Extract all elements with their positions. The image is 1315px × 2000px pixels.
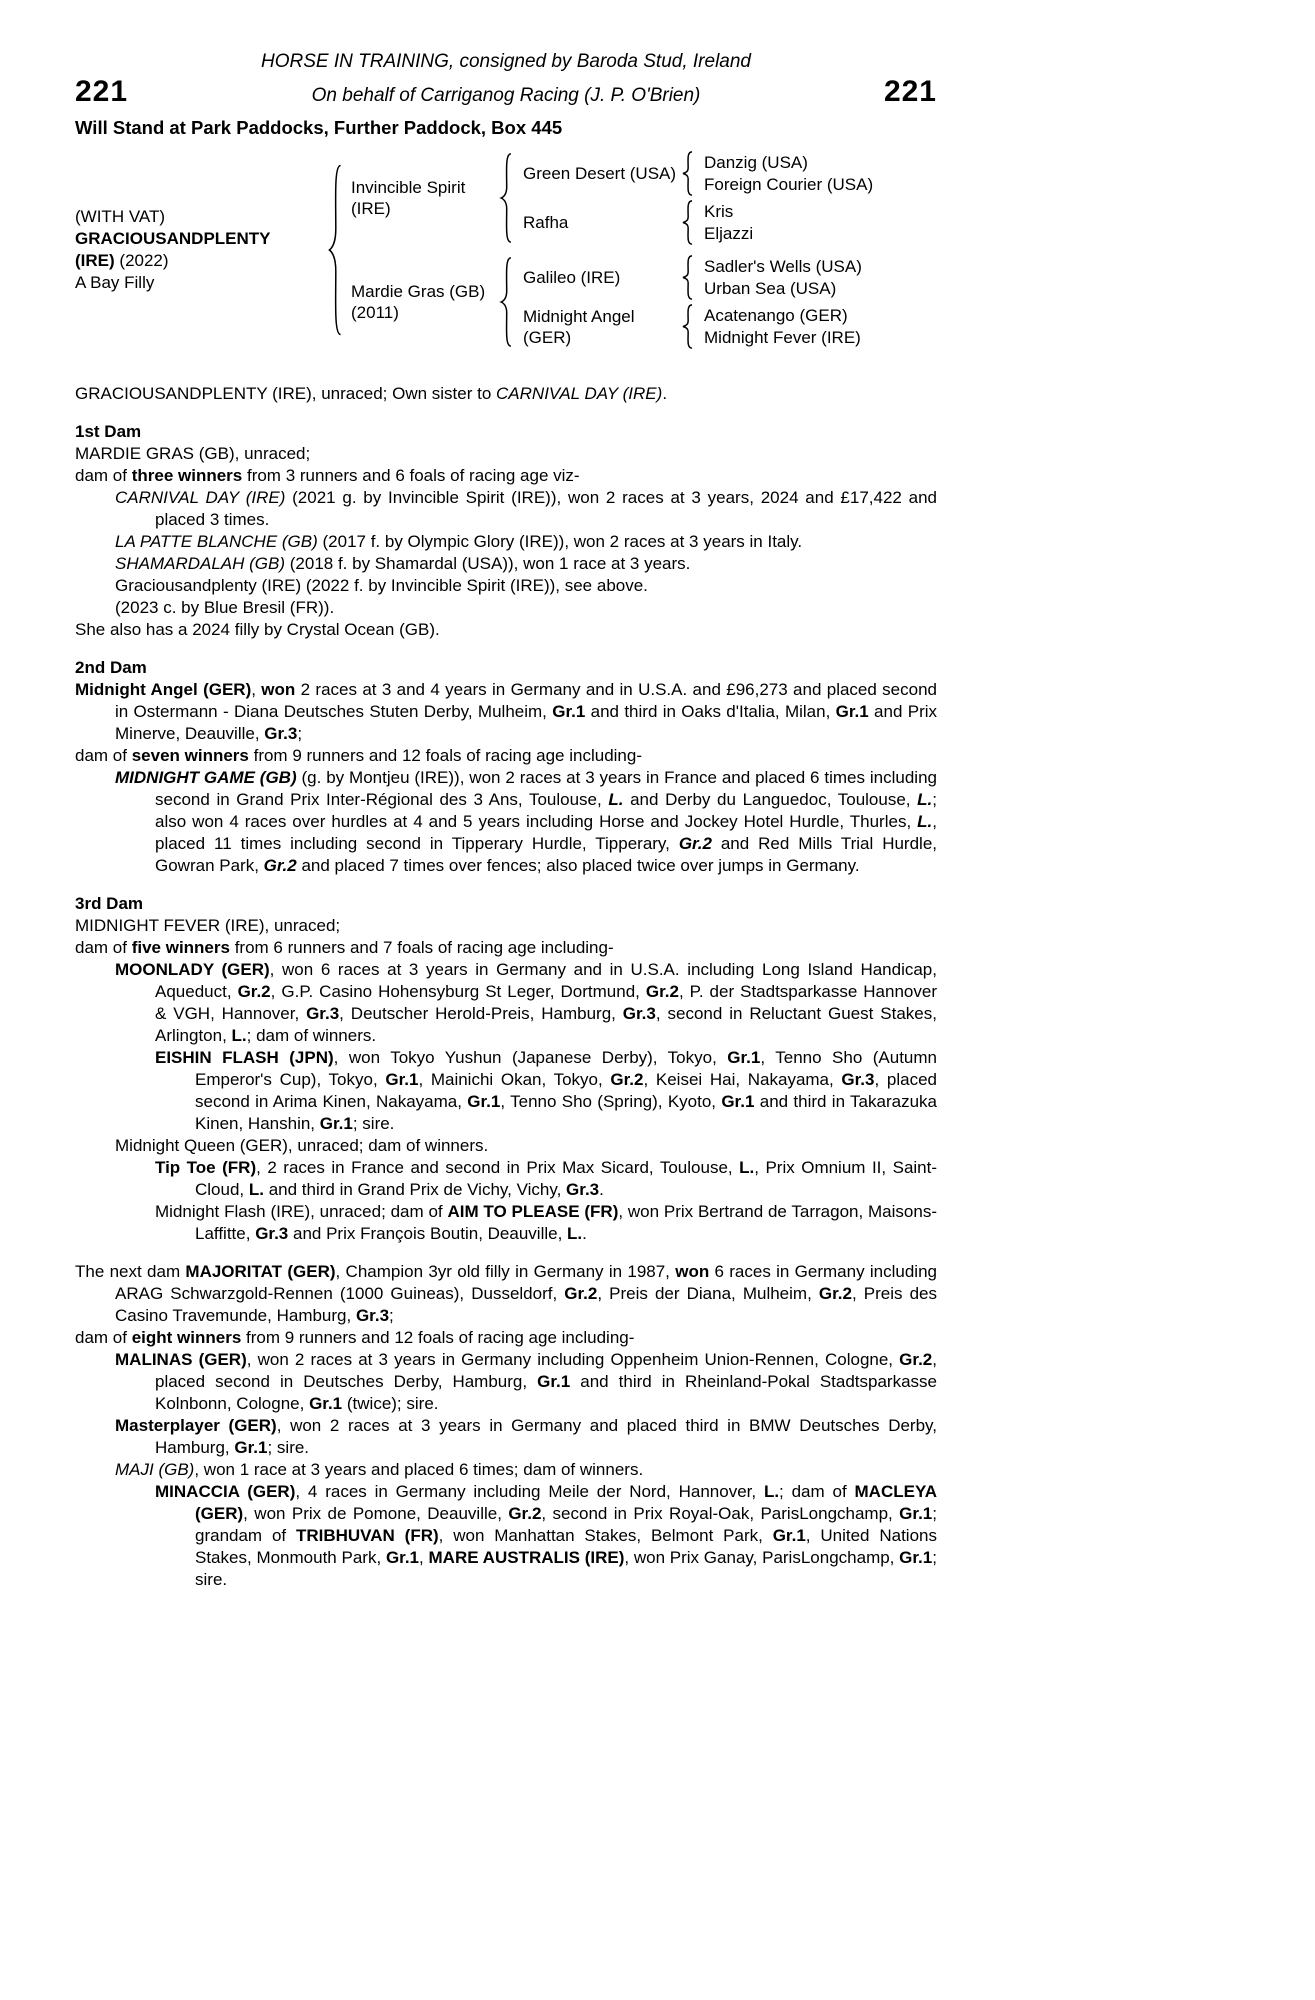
produce-midnight-queen <box>75 1135 937 1157</box>
text-run: , <box>419 1548 429 1567</box>
grandsire-group <box>513 151 906 196</box>
pedigree-generations <box>343 151 906 349</box>
text-run: , United Nations Stakes, Monmouth Park, <box>195 1526 937 1567</box>
text-run: Gr.3 <box>306 1004 340 1023</box>
granddam-name: Midnight Angel (GER) <box>523 306 635 347</box>
brace-icon <box>681 200 694 245</box>
text-run: MOONLADY (GER) <box>115 960 270 979</box>
text-run: Midnight Queen (GER), unraced; dam of winners. <box>115 1136 489 1155</box>
text-run: from 6 runners and 7 foals of racing age including- <box>229 938 614 957</box>
text-run: L. <box>917 812 933 831</box>
text-run: , Mainichi Okan, Tokyo, <box>418 1070 611 1089</box>
produce-maji <box>75 1459 937 1481</box>
text-run: AIM TO PLEASE (FR) <box>447 1202 619 1221</box>
produce-tip-toe <box>75 1157 937 1201</box>
text-run: Gr.3 <box>255 1224 289 1243</box>
text-run: MIDNIGHT FEVER (IRE), unraced; <box>75 916 341 935</box>
text-run: and third in Takarazuka Kinen, Hanshin, <box>195 1092 937 1133</box>
text-run: ; grandam of <box>195 1504 937 1545</box>
brace-icon <box>327 162 343 338</box>
text-run: , won Prix de Pomone, Deauville, <box>243 1504 509 1523</box>
text-run: , P. der Stadtsparkasse Hannover & VGH, Hannover, <box>155 982 937 1023</box>
text-run: CARNIVAL DAY (IRE) <box>496 384 663 403</box>
text-run: Gr.1 <box>385 1548 420 1567</box>
text-run: , Tenno Sho (Spring), Kyoto, <box>500 1092 722 1111</box>
text-run: , <box>251 680 262 699</box>
text-run: Gr.1 <box>899 1504 933 1523</box>
text-run: L. <box>739 1158 755 1177</box>
text-run: 2 races at 3 and 4 years in Germany and in U.S.A. and £96,273 and placed second in Ostermann - Diana Deutsches Stuten Derby, Mulheim, <box>115 680 937 721</box>
text-run: Gr.3 <box>566 1180 600 1199</box>
text-run: Gr.1 <box>309 1394 343 1413</box>
text-run: Gr.1 <box>721 1092 755 1111</box>
text-run: EISHIN FLASH (JPN) <box>155 1048 334 1067</box>
great-grandsire-name: Kris <box>704 202 734 221</box>
text-run: Gr.1 <box>319 1114 353 1133</box>
text-run: L. <box>567 1224 583 1243</box>
text-run: and placed 7 times over fences; also placed twice over jumps in Germany. <box>296 856 860 875</box>
produce-midnight-flash <box>75 1201 937 1245</box>
text-run: ; also won 4 races over hurdles at 4 and 5 years including Horse and Jockey Hotel Hurdle, Thurles, <box>155 790 937 831</box>
text-run: L. <box>763 1482 780 1501</box>
dam-name: Mardie Gras (GB) (2011) <box>351 282 486 322</box>
produce-graciousandplenty <box>75 575 937 597</box>
lot-header-row <box>75 76 937 108</box>
text-run: L. <box>248 1180 264 1199</box>
text-run: and third in Rheinland-Pokal Stadtsparkasse Kolnbonn, Cologne, <box>155 1372 937 1413</box>
brace-icon <box>681 255 694 300</box>
text-run: Masterplayer (GER) <box>115 1416 277 1435</box>
text-run: MARE AUSTRALIS (IRE) <box>428 1548 625 1567</box>
text-run: ; sire. <box>352 1114 395 1133</box>
produce-malinas <box>75 1349 937 1415</box>
text-run: , second in Reluctant Guest Stakes, Arlington, <box>155 1004 937 1045</box>
text-run: Gr.3 <box>264 724 298 743</box>
produce-moonlady <box>75 959 937 1047</box>
text-run: (2018 f. by Shamardal (USA)), won 1 race at 3 years. <box>285 554 691 573</box>
text-run: , won Prix Ganay, ParisLongchamp, <box>624 1548 900 1567</box>
great-granddam-name: Midnight Fever (IRE) <box>704 328 861 347</box>
second-dam-produce-intro <box>75 745 937 767</box>
text-run: and Red Mills Trial Hurdle, Gowran Park, <box>155 834 938 875</box>
text-run: MALINAS (GER) <box>115 1350 247 1369</box>
text-run: dam of <box>75 1328 132 1347</box>
text-run: ; dam of <box>779 1482 855 1501</box>
first-dam-name <box>75 443 937 465</box>
vat-note: (WITH VAT) <box>75 207 166 226</box>
text-run: 6 races in Germany including ARAG Schwarzgold-Rennen (1000 Guineas), Dusseldorf, <box>115 1262 937 1303</box>
pedigree-chart <box>75 151 937 349</box>
text-run: eight winners <box>131 1328 242 1347</box>
text-run: Midnight Angel (GER) <box>75 680 252 699</box>
great-granddam-name: Eljazzi <box>704 224 754 243</box>
text-run: Midnight Flash (IRE), unraced; dam of <box>155 1202 448 1221</box>
stand-location-line: Will Stand at Park Paddocks, Further Paddock, Box 445 <box>75 117 563 138</box>
grandsire-name: Galileo (IRE) <box>523 268 621 287</box>
text-run: (g. by Montjeu (IRE)), won 2 races at 3 years in France and placed 6 times including second in Grand Prix Inter-Régional des 3 Ans, Toulouse, <box>155 768 937 809</box>
text-run: and third in Grand Prix de Vichy, Vichy, <box>263 1180 567 1199</box>
text-run: , placed second in Arima Kinen, Nakayama, <box>195 1070 937 1111</box>
text-run: Gr.1 <box>727 1048 761 1067</box>
text-run: , Tenno Sho (Autumn Emperor's Cup), Tokyo, <box>195 1048 937 1089</box>
text-run: from 9 runners and 12 foals of racing age including- <box>241 1328 635 1347</box>
next-dam-produce-intro <box>75 1327 937 1349</box>
text-run: MACLEYA (GER) <box>195 1482 938 1523</box>
text-run: , placed second in Deutsches Derby, Hamburg, <box>155 1350 937 1391</box>
text-run: ; <box>297 724 303 743</box>
text-run: Gr.1 <box>467 1092 501 1111</box>
brace-icon <box>681 304 694 349</box>
produce-eishin-flash <box>75 1047 937 1135</box>
produce-carnival-day <box>75 487 937 531</box>
text-run: , won Prix Bertrand de Tarragon, Maisons-Laffitte, <box>195 1202 937 1243</box>
granddam-group <box>513 200 906 245</box>
heading-3rd-dam <box>75 893 937 915</box>
text-run: , Keisei Hai, Nakayama, <box>643 1070 842 1089</box>
text-run: MARDIE GRAS (GB), unraced; <box>75 444 311 463</box>
consignor-line: HORSE IN TRAINING, consigned by Baroda Stud, Ireland <box>261 51 751 72</box>
brace-icon <box>499 152 513 244</box>
text-run: Gr.2 <box>899 1350 933 1369</box>
text-run: L. <box>608 790 624 809</box>
text-run: , won 2 races at 3 years in Germany and placed third in BMW Deutsches Derby, Hamburg, <box>155 1416 938 1457</box>
dam-branch <box>343 255 906 349</box>
text-run: won <box>675 1262 710 1281</box>
text-run: dam of <box>75 938 132 957</box>
second-dam-race-record <box>75 679 937 745</box>
subject-country-year <box>75 250 327 272</box>
subject-country: (IRE) <box>75 251 115 270</box>
great-grandsire-name: Danzig (USA) <box>704 153 808 172</box>
text-run: 2nd Dam <box>75 658 147 677</box>
grandsire-group <box>513 255 906 300</box>
text-run: , G.P. Casino Hohensyburg St Leger, Dortmund, <box>270 982 646 1001</box>
granddam-group <box>513 304 906 349</box>
produce-la-patte-blanche <box>75 531 937 553</box>
text-run: ; sire. <box>267 1438 310 1457</box>
produce-minaccia <box>75 1481 937 1591</box>
text-run: MIDNIGHT GAME (GB) <box>115 768 297 787</box>
text-run: ; sire. <box>195 1548 937 1589</box>
text-run: from 9 runners and 12 foals of racing age including- <box>248 746 642 765</box>
text-run: Tip Toe (FR) <box>155 1158 257 1177</box>
text-run: . <box>582 1224 587 1243</box>
text-run: , won 2 races at 3 years in Germany including Oppenheim Union-Rennen, Cologne, <box>246 1350 900 1369</box>
heading-1st-dam <box>75 421 937 443</box>
sire-branch <box>343 151 906 245</box>
text-run: L. <box>231 1026 247 1045</box>
text-run: and Prix François Boutin, Deauville, <box>288 1224 568 1243</box>
text-run: , won Manhattan Stakes, Belmont Park, <box>438 1526 773 1545</box>
text-run: SHAMARDALAH (GB) <box>115 554 286 573</box>
text-run: Gr.2 <box>263 856 297 875</box>
also-has-note <box>75 619 937 641</box>
text-run: Gr.3 <box>841 1070 875 1089</box>
text-run: LA PATTE BLANCHE (GB) <box>115 532 318 551</box>
text-run: ; dam of winners. <box>246 1026 377 1045</box>
text-run: , won 6 races at 3 years in Germany and in U.S.A. including Long Island Handicap, Aqueduct, <box>155 960 937 1001</box>
text-run: Gr.2 <box>610 1070 644 1089</box>
brace-icon <box>499 256 513 348</box>
text-run: Gr.1 <box>537 1372 571 1391</box>
text-run: Gr.2 <box>508 1504 542 1523</box>
text-run: . <box>662 384 668 403</box>
text-run: (2021 g. by Invincible Spirit (IRE)), won 2 races at 3 years, 2024 and £17,422 and placed 3 times. <box>155 488 937 529</box>
text-run: MAJORITAT (GER) <box>185 1262 336 1281</box>
text-run: TRIBHUVAN (FR) <box>295 1526 439 1545</box>
grandsire-name: Green Desert (USA) <box>523 164 677 183</box>
text-run: , 2 races in France and second in Prix Max Sicard, Toulouse, <box>256 1158 740 1177</box>
text-run: , Champion 3yr old filly in Germany in 1987, <box>335 1262 676 1281</box>
text-run: three winners <box>131 466 243 485</box>
next-dam-majoritat <box>75 1261 937 1327</box>
text-run: MAJI (GB) <box>115 1460 195 1479</box>
brace-icon <box>681 151 694 196</box>
great-granddam-name: Foreign Courier (USA) <box>704 175 874 194</box>
text-run: from 3 runners and 6 foals of racing age viz- <box>242 466 580 485</box>
subject-color-sex: A Bay Filly <box>75 273 155 292</box>
text-run: , placed 11 times including second in Tipperary Hurdle, Tipperary, <box>155 812 937 853</box>
text-run: 3rd Dam <box>75 894 144 913</box>
heading-2nd-dam <box>75 657 937 679</box>
text-run: (2017 f. by Olympic Glory (IRE)), won 2 races at 3 years in Italy. <box>317 532 803 551</box>
granddam-name: Rafha <box>523 213 569 232</box>
text-run: , won 1 race at 3 years and placed 6 times; dam of winners. <box>194 1460 644 1479</box>
catalogue-page <box>75 0 937 1591</box>
text-run: Gr.3 <box>355 1306 390 1325</box>
text-run: , won Tokyo Yushun (Japanese Derby), Tokyo, <box>333 1048 728 1067</box>
text-run: Graciousandplenty (IRE) (2022 f. by Invincible Spirit (IRE)), see above. <box>115 576 648 595</box>
great-granddam-name: Urban Sea (USA) <box>704 279 837 298</box>
produce-2023-colt <box>75 597 937 619</box>
text-run: Gr.1 <box>385 1070 419 1089</box>
text-run: , Prix Omnium II, Saint-Cloud, <box>195 1158 938 1199</box>
text-run: five winners <box>131 938 230 957</box>
text-run: , 4 races in Germany including Meile der Nord, Hannover, <box>295 1482 764 1501</box>
text-run: dam of <box>75 746 132 765</box>
text-run: won <box>261 680 296 699</box>
text-run: Gr.1 <box>899 1548 933 1567</box>
text-run: dam of <box>75 466 132 485</box>
produce-shamardalah <box>75 553 937 575</box>
text-run: L. <box>917 790 933 809</box>
third-dam-name <box>75 915 937 937</box>
subject-block <box>75 206 327 294</box>
first-dam-produce-intro <box>75 465 937 487</box>
text-run: Gr.1 <box>772 1526 806 1545</box>
text-run: , Preis des Casino Travemunde, Hamburg, <box>115 1284 937 1325</box>
text-run: Gr.2 <box>678 834 712 853</box>
third-dam-produce-intro <box>75 937 937 959</box>
text-run: GRACIOUSANDPLENTY (IRE), unraced; Own sister to <box>75 384 497 403</box>
great-grandsire-name: Sadler's Wells (USA) <box>704 257 862 276</box>
produce-midnight-game <box>75 767 937 877</box>
on-behalf-line: On behalf of Carriganog Racing (J. P. O'Brien) <box>311 85 701 106</box>
text-run: MINACCIA (GER) <box>155 1482 296 1501</box>
text-run: , Deutscher Herold-Preis, Hamburg, <box>339 1004 623 1023</box>
great-grandsire-name: Acatenango (GER) <box>704 306 848 325</box>
text-run: seven winners <box>131 746 249 765</box>
text-run: Gr.1 <box>835 702 869 721</box>
text-run: Gr.2 <box>564 1284 598 1303</box>
lot-number-right: 221 <box>883 75 937 108</box>
text-run: Gr.1 <box>234 1438 268 1457</box>
text-run: Gr.2 <box>645 982 679 1001</box>
text-run: 1st Dam <box>75 422 142 441</box>
text-run: . <box>599 1180 604 1199</box>
text-run: CARNIVAL DAY (IRE) <box>115 488 286 507</box>
text-run: Gr.2 <box>237 982 271 1001</box>
text-run: (twice); sire. <box>342 1394 439 1413</box>
subject-year: (2022) <box>119 251 169 270</box>
text-run: , second in Prix Royal-Oak, ParisLongchamp, <box>541 1504 900 1523</box>
text-run: and third in Oaks d'Italia, Milan, <box>585 702 836 721</box>
text-run: The next dam <box>75 1262 186 1281</box>
text-run: , Preis der Diana, Mulheim, <box>597 1284 819 1303</box>
text-run: She also has a 2024 filly by Crystal Ocean (GB). <box>75 620 440 639</box>
text-run: Gr.3 <box>622 1004 656 1023</box>
own-sister-line <box>75 383 937 405</box>
text-run: Gr.1 <box>552 702 586 721</box>
text-run: (2023 c. by Blue Bresil (FR)). <box>115 598 335 617</box>
lot-number-left: 221 <box>75 75 129 108</box>
text-run: Gr.2 <box>818 1284 852 1303</box>
produce-masterplayer <box>75 1415 937 1459</box>
subject-name: GRACIOUSANDPLENTY <box>75 229 271 248</box>
text-run: and Derby du Languedoc, Toulouse, <box>623 790 918 809</box>
catalogue-text <box>75 383 937 1591</box>
text-run: and Prix Minerve, Deauville, <box>115 702 938 743</box>
text-run: ; <box>389 1306 394 1325</box>
sire-name: Invincible Spirit (IRE) <box>351 178 466 218</box>
